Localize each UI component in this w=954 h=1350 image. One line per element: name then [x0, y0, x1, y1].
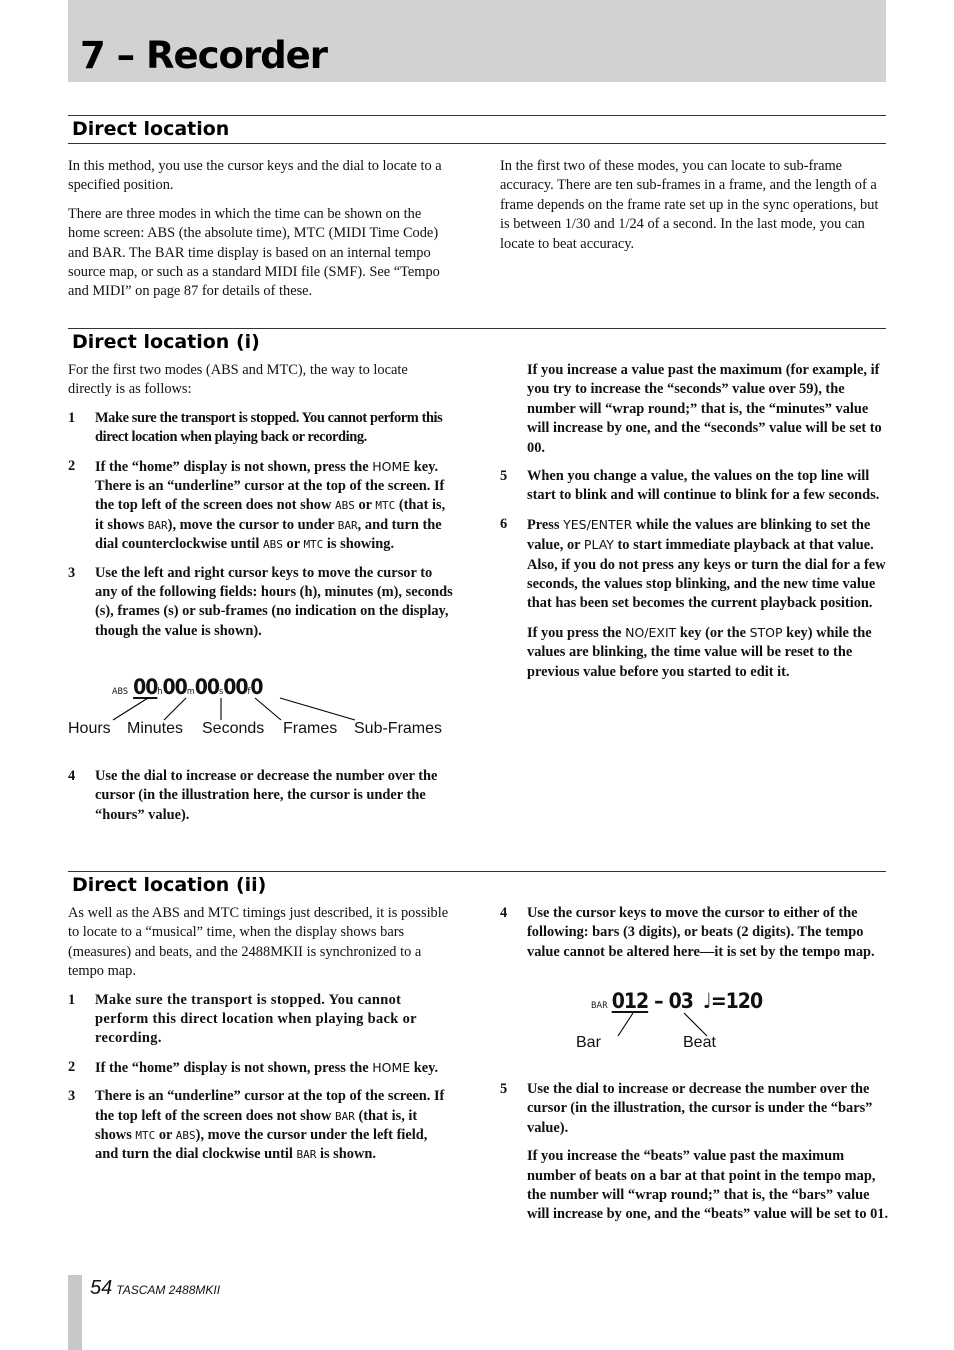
step-5: 5 Use the dial to increase or decrease the number over the cursor (in the illustration, the cursor is under the “bars” value).	[500, 1081, 873, 1136]
paragraph: For the first two modes (ABS and MTC), the way to locate directly is as follows:	[68, 362, 408, 398]
section-title: Direct location	[72, 118, 230, 140]
paragraph-reset: If you press the NO/EXIT key (or the STOP key) while the values are blinking, the time value will be reset to the previous value before you started to edit it.	[527, 624, 872, 680]
step-2: 2 If the “home” display is not shown, press the HOME key.	[68, 1058, 439, 1076]
paragraph: As well as the ABS and MTC timings just described, it is possible to locate to a “musical” time, when the display shows bars (measures) and beats, and the 2488MKII is synchronized to a tempo map.	[68, 905, 449, 980]
column-left-direct-location-ii	[68, 904, 454, 1174]
column-right-direct-location-i	[500, 361, 890, 691]
paragraph-wrap-round: If you increase the “beats” value past the maximum number of beats on a bar at that point in the tempo map, the number will “wrap round;” that is, the “bars” value will increase by one, and the “beats” value will be set to 01.	[527, 1148, 889, 1223]
paragraph-wrap-round: If you increase a value past the maximum (for example, if you try to increase the “seconds” value over 59), the number will “wrap round;” that is, the “minutes” value will increase by one, and the “seconds” value will be set to 00.	[527, 362, 882, 456]
section-heading-direct-location-i	[68, 328, 886, 353]
display-label-seconds: Seconds	[202, 720, 265, 737]
key-stop: STOP	[749, 624, 783, 640]
page-footer	[90, 1277, 220, 1300]
step-6: 6 Press YES/ENTER while the values are blinking to set the value, or PLAY to start immediate playback at that value. Also, if you do not press any keys or turn the dial for a few seconds, the values stop blinking, and the new time value that has been set becomes the current playback position.	[500, 515, 886, 612]
abs-display-readout: ABS 00h00m00s00f0	[112, 675, 263, 699]
key-yes-enter: YES/ENTER	[563, 516, 633, 532]
footer-bar	[68, 1275, 82, 1350]
page-number: 54	[90, 1277, 113, 1299]
display-label-beat: Beat	[683, 1034, 716, 1051]
step-1: 1 Make sure the transport is stopped. You cannot perform this direct location when playing back or recording.	[68, 991, 417, 1047]
display-mode: BAR	[591, 1001, 608, 1011]
column-left-direct-location-i-cont	[68, 767, 454, 834]
display-label-bar: Bar	[576, 1034, 601, 1051]
column-left-direct-location	[68, 157, 454, 311]
key-play: PLAY	[583, 537, 614, 553]
chapter-title: 7 – Recorder	[80, 34, 328, 77]
display-label-frames: Frames	[283, 720, 338, 737]
bar-display-readout: BAR 012 – 03 ♩=120	[591, 989, 763, 1013]
column-right-direct-location	[500, 157, 886, 263]
column-right-direct-location-ii-cont	[500, 1080, 890, 1234]
display-label-sub-frames: Sub-Frames	[354, 720, 443, 737]
step-4: 4 Use the cursor keys to move the cursor to either of the following: bars (3 digits), or beats (2 digits). The tempo value cannot be altered here—it is set by the tempo map.	[500, 905, 875, 960]
section-heading-direct-location	[68, 115, 886, 144]
display-label-hours: Hours	[68, 720, 111, 737]
section-title: Direct location (i)	[72, 331, 260, 353]
step-5: 5 When you change a value, the values on the top line will start to blink and will continue to blink for a few seconds.	[500, 468, 880, 504]
paragraph: In this method, you use the cursor keys and the dial to locate to a specified position.	[68, 158, 442, 194]
paragraph: There are three modes in which the time can be shown on the home screen: ABS (the absolute time), MTC (MIDI Time Code) and BAR. The BAR time display is based on an internal tempo source map, or such as a standard MIDI file (SMF). See “Tempo and MIDI” on page 87 for details of these.	[68, 205, 440, 300]
key-home: HOME	[372, 1059, 411, 1075]
chapter-header	[68, 0, 886, 82]
product-name: TASCAM 2488MKII	[116, 1283, 221, 1297]
display-mode: ABS	[112, 687, 129, 697]
column-right-direct-location-ii	[500, 904, 890, 971]
key-no-exit: NO/EXIT	[625, 624, 677, 640]
key-home: HOME	[372, 458, 411, 474]
section-title: Direct location (ii)	[72, 874, 267, 896]
quarter-note-icon: ♩	[702, 989, 711, 1013]
step-3: 3 There is an “underline” cursor at the top of the screen. If the top left of the screen does not show BAR (that is, it shows MTC or ABS), move the cursor under the left field, and turn the dial clockwise until BAR is shown.	[68, 1088, 445, 1163]
display-label-minutes: Minutes	[127, 720, 184, 737]
section-heading-direct-location-ii	[68, 871, 886, 896]
step-2: 2 If the “home” display is not shown, press the HOME key. There is an “underline” cursor at the top of the screen. If the top left of the screen does not show ABS or MTC (that is, it shows BAR), move the cursor to under BAR, and turn the dial counterclockwise until ABS or MTC is showing.	[68, 457, 446, 553]
step-3: 3 Use the left and right cursor keys to move the cursor to any of the following fields: hours (h), minutes (m), seconds (s), frames (s) or sub-frames (no indication on the display, though the value is shown).	[68, 564, 453, 639]
column-left-direct-location-i	[68, 361, 454, 650]
step-1: 1 Make sure the transport is stopped. You cannot perform this direct location when playing back or recording.	[68, 409, 443, 446]
paragraph: In the first two of these modes, you can locate to sub-frame accuracy. There are ten sub-frames in a frame, and the length of a frame depends on the frame rate set up in the sync operations, but is between 1/30 and 1/24 of a second. In the last mode, you can locate to beat accuracy.	[500, 158, 879, 252]
step-4: 4 Use the dial to increase or decrease the number over the cursor (in the illustration here, the cursor is under the “hours” value).	[68, 768, 438, 823]
